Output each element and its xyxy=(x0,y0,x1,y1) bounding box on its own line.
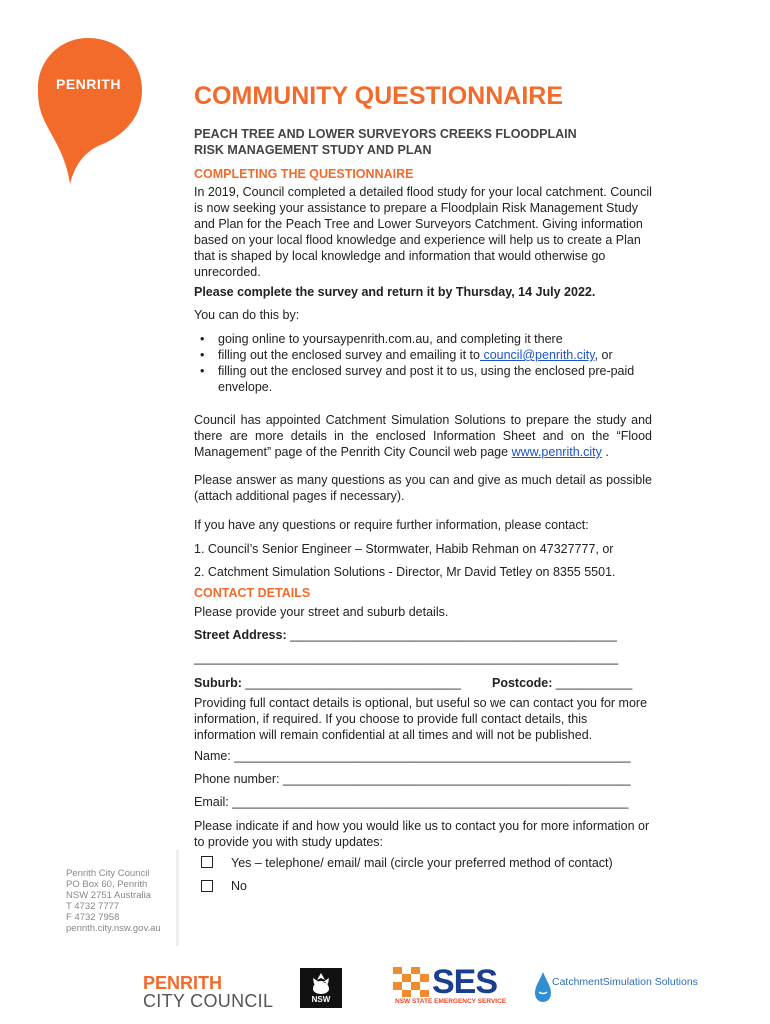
council-email-link[interactable]: council@penrith.city xyxy=(479,348,595,362)
optional-note: Providing full contact details is optional, but useful so we can contact you for more information, if required. If you choose to provide full contact details, this information will remain confidential at all times and will not be published. xyxy=(194,696,648,742)
contact-heading: CONTACT DETAILS xyxy=(194,586,311,600)
postcode-label: Postcode: xyxy=(492,676,553,690)
address-line: NSW 2751 Australia xyxy=(66,890,152,901)
page-title: COMMUNITY QUESTIONNAIRE xyxy=(194,82,563,110)
yes-option-label: Yes – telephone/ email/ mail (circle your preferred method of contact) xyxy=(231,856,613,870)
bullet-email-suffix: , or xyxy=(594,348,613,362)
appointed-text: Council has appointed Catchment Simulation Solutions to prepare the study and there are more details in the enclosed Information Sheet and on the “Flood Management” page of the Penrith City Council web page xyxy=(194,413,652,459)
submission-methods-list xyxy=(194,331,652,395)
name-label: Name: xyxy=(194,749,231,763)
street-address-line-2[interactable]: _____________________________________________________________ xyxy=(194,651,619,665)
water-drop-icon xyxy=(534,970,552,1004)
completing-heading: COMPLETING THE QUESTIONNAIRE xyxy=(194,167,414,181)
address-line: penrith.city.nsw.gov.au xyxy=(66,923,161,934)
bullet-online-text: going online to yoursaypenrith.com.au, and completing it there xyxy=(218,332,563,346)
phone-line[interactable]: __________________________________________________ xyxy=(279,772,631,786)
sidebar-divider xyxy=(176,850,179,946)
contact-line-2: 2. Catchment Simulation Solutions - Director, Mr David Tetley on 8355 5501. xyxy=(194,565,616,579)
penrith-logo-icon xyxy=(36,36,146,186)
postcode-field[interactable] xyxy=(492,675,652,691)
subtitle-line-2: RISK MANAGEMENT STUDY AND PLAN xyxy=(194,143,432,157)
email-label: Email: xyxy=(194,795,229,809)
address-line: T 4732 7777 xyxy=(66,901,120,912)
contact-line-1: 1. Council’s Senior Engineer – Stormwater, Habib Rehman on 47327777, or xyxy=(194,542,614,556)
email-line[interactable]: _________________________________________________________ xyxy=(228,795,629,809)
ses-checker-icon xyxy=(393,967,429,997)
nsw-government-logo xyxy=(300,968,342,1008)
intro-paragraph: In 2019, Council completed a detailed flood study for your local catchment. Council is now seeking your assistance to prepare a Floodplain Risk Management Study and Plan for the Peach Tree and Lower Surveyors Catchment. Giving information based on your local flood knowledge and experience will help us to create a Plan that is shaped by local knowledge and information that would otherwise go unrecorded. xyxy=(194,185,652,279)
deadline-text: Please complete the survey and return it by Thursday, 14 July 2022. xyxy=(194,285,596,299)
logo-wordmark: PENRITH xyxy=(56,76,121,92)
list-item xyxy=(194,363,652,395)
provide-text: Please provide your street and suburb details. xyxy=(194,605,449,619)
name-line[interactable]: _________________________________________________________ xyxy=(230,749,631,763)
address-line: F 4732 7958 xyxy=(66,912,120,923)
no-checkbox[interactable] xyxy=(201,880,213,892)
phone-label: Phone number: xyxy=(194,772,280,786)
address-line: Penrith City Council xyxy=(66,868,150,879)
list-item xyxy=(194,331,652,347)
nsw-logo-text: NSW xyxy=(311,995,331,1004)
footer-penrith-logo: PENRITH xyxy=(143,973,223,993)
subtitle-line-1: PEACH TREE AND LOWER SURVEYORS CREEKS FLOODPLAIN xyxy=(194,127,577,141)
list-item xyxy=(194,347,652,363)
page-subtitle xyxy=(194,126,664,158)
council-address xyxy=(66,868,161,934)
indicate-text: Please indicate if and how you would like us to contact you for more information or to provide you with study updates: xyxy=(194,819,650,849)
suburb-label: Suburb: xyxy=(194,676,242,690)
penrith-website-link[interactable]: www.penrith.city xyxy=(511,445,602,459)
suburb-line[interactable]: _______________________________ xyxy=(241,676,461,690)
questions-text: If you have any questions or require further information, please contact: xyxy=(194,518,589,532)
street-address-field[interactable] xyxy=(194,627,652,643)
bullet-email-text: filling out the enclosed survey and emailing it to xyxy=(218,348,480,362)
can-do-text: You can do this by: xyxy=(194,308,300,322)
appointed-paragraph xyxy=(194,412,652,460)
answer-paragraph: Please answer as many questions as you can and give as much detail as possible (attach additional pages if necessary). xyxy=(194,473,652,503)
email-field[interactable] xyxy=(194,794,652,810)
bullet-post-text: filling out the enclosed survey and post it to us, using the enclosed pre-paid envelope. xyxy=(218,364,635,394)
postcode-line[interactable]: ___________ xyxy=(552,676,633,690)
no-option-label: No xyxy=(231,879,247,893)
ses-logo-subtitle: NSW STATE EMERGENCY SERVICE xyxy=(395,998,507,1005)
street-address-label: Street Address: xyxy=(194,628,287,642)
catchment-simulation-logo-text: CatchmentSimulation Solutions xyxy=(552,976,698,988)
appointed-suffix: . xyxy=(601,445,609,459)
street-address-line[interactable]: _______________________________________________ xyxy=(286,628,617,642)
footer-city-council-logo: CITY COUNCIL xyxy=(143,991,274,1011)
ses-logo-text: SES xyxy=(432,963,498,1001)
name-field[interactable] xyxy=(194,748,652,764)
yes-checkbox[interactable] xyxy=(201,856,213,868)
address-line: PO Box 60, Penrith xyxy=(66,879,148,890)
phone-field[interactable] xyxy=(194,771,652,787)
